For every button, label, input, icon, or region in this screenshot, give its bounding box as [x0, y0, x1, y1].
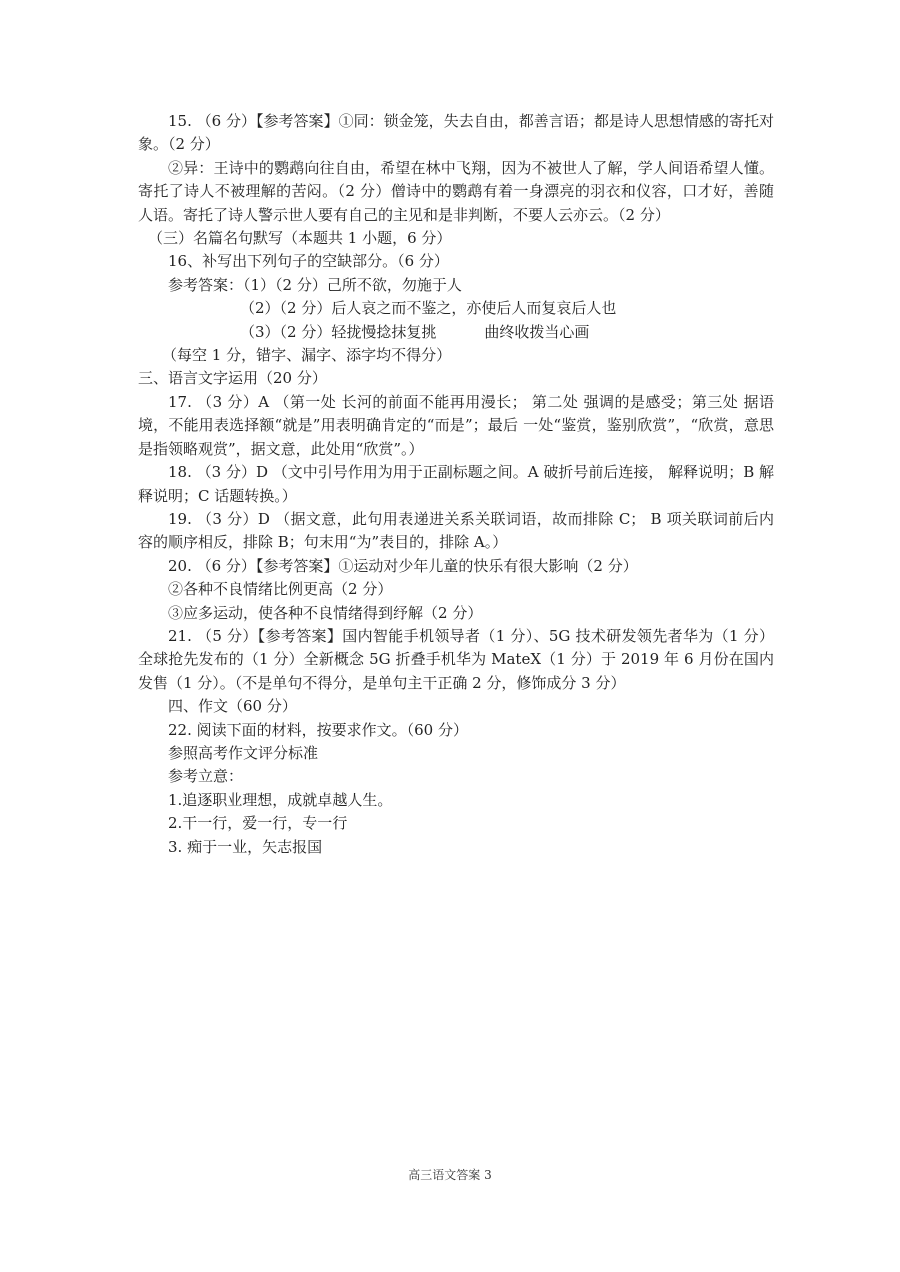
q16-answer-2: （2）（2 分）后人哀之而不鉴之，亦使后人而复哀后人也 [240, 299, 617, 318]
reference-ideas-label: 参考立意： [168, 767, 244, 786]
idea-item-1: 1.追逐职业理想，成就卓越人生。 [168, 790, 393, 809]
page-footer: 高三语文答案 3 [408, 1168, 492, 1182]
idea-item-2: 2.干一行，爱一行，专一行 [168, 814, 348, 833]
section-3-heading: （三）名篇名句默写（本题共 1 小题，6 分） [148, 229, 452, 248]
q18-answer: 18. （3 分）D （文中引号作用为用于正副标题之间。A 破折号前后连接， 解释说明；B 解释说明；C 话题转换。） [138, 463, 774, 505]
scoring-reference: 参照高考作文评分标准 [168, 743, 319, 762]
q21-answer: 21. （5 分）【参考答案】国内智能手机领导者（1 分）、5G 技术研发领先者华为（1 分）全球抢先发布的（1 分）全新概念 5G 折叠手机华为 MateX（1 分）于 2019 年 6 月份在国内发售（1 分）。（不是单句不得分，是单句主干正确 2 分，修饰成分 3 分） [138, 626, 774, 692]
q16-prompt: 16、补写出下列句子的空缺部分。（6 分） [168, 252, 449, 271]
q20-answer-2: ②各种不良情绪比例更高（2 分） [168, 580, 393, 599]
q16-answer-1: 参考答案：（1）（2 分）己所不欲，勿施于人 [168, 275, 462, 294]
q16-answer-3-second: 曲终收拨当心画 [484, 322, 590, 341]
part-3-heading: 三、语言文字运用（20 分） [138, 369, 327, 388]
q20-answer-1: 20. （6 分）【参考答案】①运动对少年儿童的快乐有很大影响（2 分） [168, 556, 638, 575]
q19-answer: 19. （3 分）D （据文意，此句用表递进关系关联词语，故而排除 C； B 项关联词前后内容的顺序相反，排除 B；句末用“为”表目的，排除 A。） [138, 509, 774, 552]
q20-answer-3: ③应多运动，使各种不良情绪得到纾解（2 分） [168, 603, 483, 622]
idea-item-3: 3. 痴于一业，矢志报国 [168, 837, 323, 856]
answer-content [138, 110, 774, 859]
q16-answer-3-first: （3）（2 分）轻拢慢捻抹复挑 [240, 322, 437, 341]
q16-scoring-note: （每空 1 分，错字、漏字、添字均不得分） [162, 346, 452, 365]
q15-answer-diff: ②异：王诗中的鹦鹉向往自由，希望在林中飞翔，因为不被世人了解，学人间语希望人懂。寄托了诗人不被理解的苦闷。（2 分）僧诗中的鹦鹉有着一身漂亮的羽衣和仪容，口才好，善随人语。寄托了诗人警示世人要有自己的主见和是非判断，不要人云亦云。（2 分） [138, 158, 774, 224]
part-4-heading: 四、作文（60 分） [168, 697, 297, 716]
q15-answer-same: 15. （6 分）【参考答案】①同：锁金笼，失去自由，都善言语；都是诗人思想情感的寄托对象。（2 分） [138, 112, 774, 154]
q17-answer: 17. （3 分）A （第一处 长河的前面不能再用漫长； 第二处 强调的是感受；第三处 据语境，不能用表选择额“就是”用表明确肯定的“而是”；最后 一处“鉴赏，鉴别欣赏”，“欣赏，意思是指领略观赏”，据文意，此处用“欣赏”。） [138, 392, 774, 458]
q22-prompt: 22. 阅读下面的材料，按要求作文。（60 分） [168, 720, 468, 739]
q16-answer-3 [138, 321, 774, 344]
